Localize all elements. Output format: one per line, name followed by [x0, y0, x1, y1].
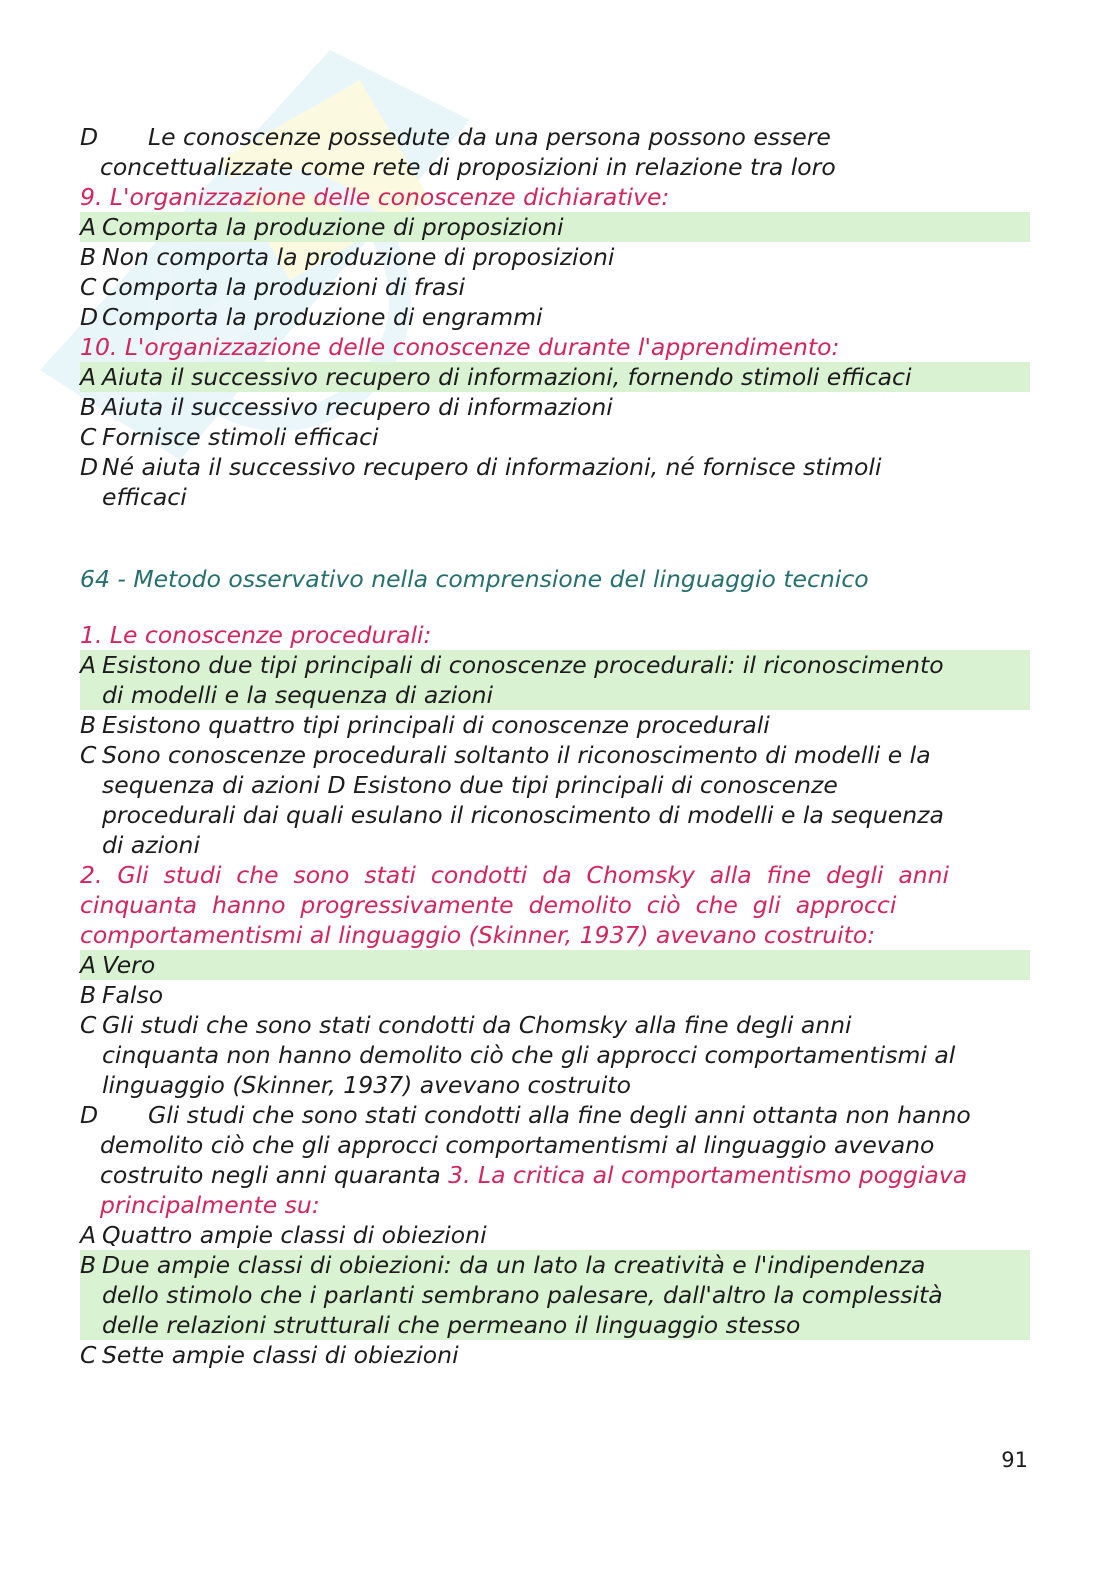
option-text-line: procedurali dai quali esulano il riconoscimento di modelli e la sequenza — [102, 801, 944, 829]
option-letter: D — [80, 123, 99, 151]
option-b-correct — [80, 1250, 1030, 1340]
option-letter: A — [80, 651, 97, 679]
option-text: Gli studi che sono stati condotti alla fine degli anni ottanta non hanno — [148, 1101, 971, 1129]
option-text-line: di modelli e la sequenza di azioni — [102, 681, 493, 709]
option-b — [80, 980, 1030, 1010]
option-text — [102, 1250, 1030, 1340]
option-text: Falso — [102, 981, 164, 1009]
option-text-line: Due ampie classi di obiezioni: da un lato la creatività e l'indipendenza — [102, 1251, 926, 1279]
option-a — [80, 1220, 1030, 1250]
document-content — [80, 122, 1030, 1370]
option-letter: B — [80, 981, 97, 1009]
option-text-line: sequenza di azioni D Esistono due tipi principali di conoscenze — [102, 771, 838, 799]
option-text: Esistono quattro tipi principali di conoscenze procedurali — [102, 711, 770, 739]
option-letter: C — [80, 741, 97, 769]
option-c — [80, 422, 1030, 452]
option-text-cont: concettualizzate come rete di proposizioni in relazione tra loro — [100, 153, 836, 181]
option-text-line: linguaggio (Skinner, 1937) avevano costruito — [102, 1071, 631, 1099]
option-letter: A — [80, 213, 97, 241]
option-b — [80, 242, 1030, 272]
option-letter: B — [80, 393, 97, 421]
option-letter: A — [80, 1221, 97, 1249]
option-letter: D — [80, 453, 99, 481]
option-text: Comporta la produzione di proposizioni — [102, 213, 564, 241]
option-d — [80, 122, 1030, 152]
option-text-line: dello stimolo che i parlanti sembrano palesare, dall'altro la complessità — [102, 1281, 943, 1309]
question-10: 10. L'organizzazione delle conoscenze durante l'apprendimento: — [80, 333, 840, 361]
option-text-line: Sono conoscenze procedurali soltanto il riconoscimento di modelli e la — [102, 741, 931, 769]
option-text-line: di azioni — [102, 831, 200, 859]
question-1: 1. Le conoscenze procedurali: — [80, 621, 432, 649]
option-text: Comporta la produzioni di frasi — [102, 273, 466, 301]
option-text: Aiuta il successivo recupero di informazioni, fornendo stimoli efficaci — [102, 363, 912, 391]
option-c — [80, 1010, 1030, 1100]
option-text-line: Esistono due tipi principali di conoscenze procedurali: il riconoscimento — [102, 651, 944, 679]
page-number: 91 — [1001, 1448, 1028, 1472]
option-letter: A — [80, 363, 97, 391]
question-3: 3. La critica al comportamentismo poggiava — [448, 1161, 968, 1189]
option-text-line: efficaci — [102, 483, 187, 511]
option-letter: A — [80, 951, 97, 979]
question-line: 2. Gli studi che sono stati condotti da Chomsky alla fine degli anni — [80, 861, 950, 889]
option-letter: B — [80, 1251, 97, 1279]
option-text — [102, 740, 1030, 860]
option-text-line: Né aiuta il successivo recupero di informazioni, né fornisce stimoli — [102, 453, 882, 481]
option-text: Le conoscenze possedute da una persona possono essere — [148, 123, 831, 151]
option-c — [80, 1340, 1030, 1370]
question-line: comportamentismi al linguaggio (Skinner, 1937) avevano costruito: — [80, 921, 876, 949]
option-a-correct — [80, 650, 1030, 710]
option-text: Quattro ampie classi di obiezioni — [102, 1221, 487, 1249]
option-d — [80, 302, 1030, 332]
option-a-correct — [80, 950, 1030, 980]
option-letter: C — [80, 1341, 97, 1369]
option-text-line — [100, 1160, 1030, 1190]
question-line: cinquanta hanno progressivamente demolito ciò che gli approcci — [80, 891, 897, 919]
option-text-line: delle relazioni strutturali che permeano il linguaggio stesso — [102, 1311, 801, 1339]
option-text: Aiuta il successivo recupero di informazioni — [102, 393, 613, 421]
option-text: Sette ampie classi di obiezioni — [102, 1341, 459, 1369]
option-b — [80, 710, 1030, 740]
option-letter: D — [80, 1101, 99, 1129]
option-letter: D — [80, 303, 99, 331]
option-a-correct — [80, 362, 1030, 392]
option-letter: B — [80, 711, 97, 739]
option-letter: C — [80, 273, 97, 301]
section-title: 64 - Metodo osservativo nella comprensione del linguaggio tecnico — [80, 565, 869, 593]
option-letter: C — [80, 423, 97, 451]
option-c — [80, 740, 1030, 860]
option-a-correct — [80, 212, 1030, 242]
question-3-cont: principalmente su: — [100, 1191, 320, 1219]
option-c — [80, 272, 1030, 302]
option-d — [80, 1100, 1030, 1130]
option-text-line: demolito ciò che gli approcci comportamentismi al linguaggio avevano — [100, 1131, 935, 1159]
option-d — [80, 452, 1030, 512]
option-text-line: Gli studi che sono stati condotti da Chomsky alla fine degli anni — [102, 1011, 852, 1039]
option-text-line: cinquanta non hanno demolito ciò che gli approcci comportamentismi al — [102, 1041, 956, 1069]
option-text-cont — [80, 1130, 1030, 1220]
option-text — [102, 1010, 1030, 1100]
option-text-fragment: costruito negli anni quaranta — [100, 1161, 449, 1189]
option-text: Comporta la produzione di engrammi — [102, 303, 543, 331]
option-text: Fornisce stimoli efficaci — [102, 423, 379, 451]
question-2 — [80, 860, 1030, 950]
question-9: 9. L'organizzazione delle conoscenze dichiarative: — [80, 183, 670, 211]
option-letter: C — [80, 1011, 97, 1039]
option-text: Vero — [102, 951, 156, 979]
option-text — [102, 650, 1030, 710]
option-text: Non comporta la produzione di proposizioni — [102, 243, 615, 271]
option-letter: B — [80, 243, 97, 271]
option-text — [102, 452, 1030, 512]
option-b — [80, 392, 1030, 422]
